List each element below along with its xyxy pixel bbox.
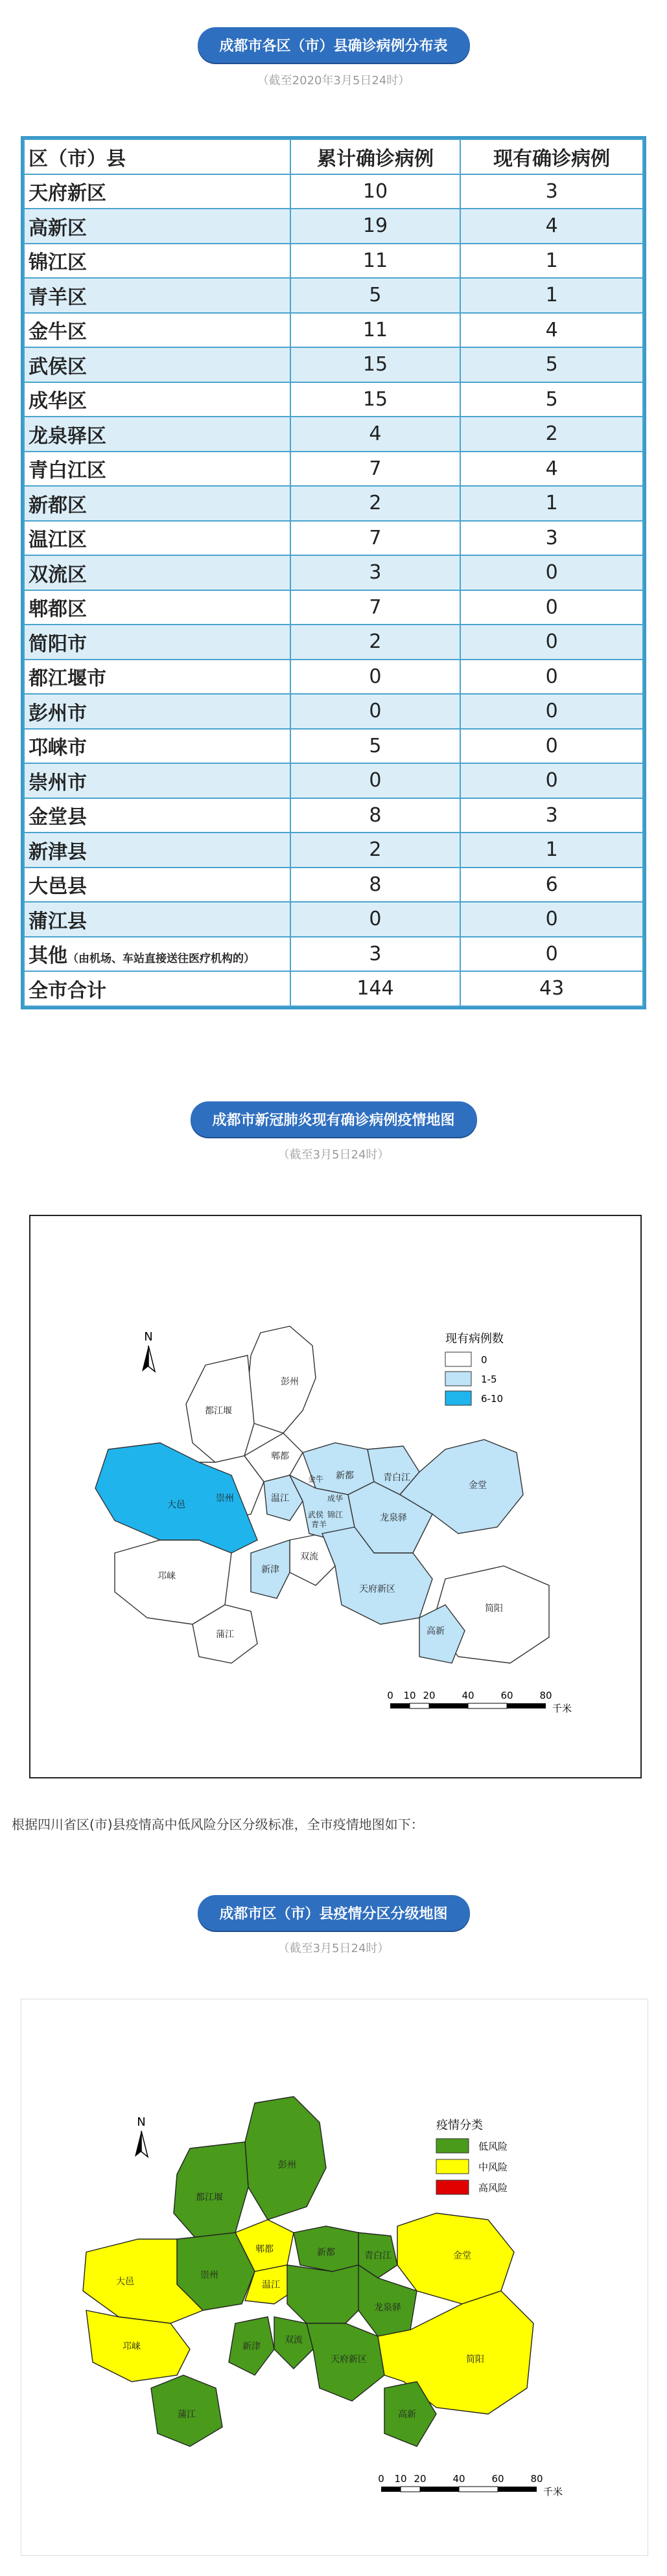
current-cases: 1 xyxy=(460,244,643,279)
section-caption-risk-map: （截至3月5日24时） xyxy=(277,1942,390,1955)
district-name: 蒲江县 xyxy=(24,902,290,937)
table-row xyxy=(24,209,643,244)
current-cases: 0 xyxy=(460,729,643,764)
svg-text:N: N xyxy=(137,2115,146,2129)
current-cases: 3 xyxy=(460,798,643,833)
svg-text:邛崃: 邛崃 xyxy=(158,1571,176,1581)
table-row xyxy=(24,452,643,487)
total-cases: 15 xyxy=(290,382,461,417)
district-name: 都江堰市 xyxy=(24,660,290,695)
svg-text:40: 40 xyxy=(452,2473,465,2485)
svg-text:龙泉驿: 龙泉驿 xyxy=(374,2303,401,2313)
table-row xyxy=(24,763,643,798)
current-cases: 4 xyxy=(460,209,643,244)
table-row xyxy=(24,868,643,903)
district-name: 温江区 xyxy=(24,521,290,556)
svg-text:千米: 千米 xyxy=(543,2486,563,2498)
section-title-table: 成都市各区（市）县确诊病例分布表 xyxy=(197,27,469,63)
table-row xyxy=(24,417,643,452)
svg-text:新津: 新津 xyxy=(242,2341,261,2352)
header-total: 累计确诊病例 xyxy=(290,139,461,174)
table-row-total xyxy=(24,971,643,1006)
current-cases: 1 xyxy=(460,486,643,521)
total-cases: 19 xyxy=(290,209,461,244)
total-cases: 4 xyxy=(290,417,461,452)
section-caption-case-map: （截至3月5日24时） xyxy=(277,1148,390,1162)
district-name-other xyxy=(24,937,290,972)
svg-text:10: 10 xyxy=(394,2473,407,2485)
region-pengzhou xyxy=(245,2097,326,2220)
svg-text:简阳: 简阳 xyxy=(466,2354,484,2365)
table-row xyxy=(24,278,643,313)
table-row xyxy=(24,521,643,556)
svg-text:龙泉驿: 龙泉驿 xyxy=(380,1513,407,1523)
total-cases: 2 xyxy=(290,486,461,521)
table-row xyxy=(24,590,643,625)
svg-text:新都: 新都 xyxy=(336,1471,354,1481)
current-cases-sum: 43 xyxy=(460,971,643,1006)
total-cases: 0 xyxy=(290,902,461,937)
current-cases: 4 xyxy=(460,313,643,348)
total-cases: 2 xyxy=(290,833,461,868)
other-label: 其他 xyxy=(29,945,67,968)
header-district: 区（市）县 xyxy=(24,139,290,174)
svg-text:1-5: 1-5 xyxy=(481,1374,497,1385)
svg-text:成华: 成华 xyxy=(327,1494,344,1503)
total-label: 全市合计 xyxy=(24,971,290,1006)
svg-text:金堂: 金堂 xyxy=(469,1480,487,1491)
total-cases: 3 xyxy=(290,555,461,590)
table-row-other xyxy=(24,937,643,972)
district-name: 青白江区 xyxy=(24,452,290,487)
total-cases: 7 xyxy=(290,452,461,487)
total-cases: 11 xyxy=(290,244,461,279)
svg-text:蒲江: 蒲江 xyxy=(216,1629,234,1640)
svg-text:低风险: 低风险 xyxy=(478,2141,508,2152)
total-cases: 0 xyxy=(290,763,461,798)
table-row xyxy=(24,486,643,521)
svg-text:郫都: 郫都 xyxy=(255,2244,274,2255)
total-cases: 7 xyxy=(290,521,461,556)
current-cases: 3 xyxy=(460,521,643,556)
svg-text:新都: 新都 xyxy=(317,2248,335,2258)
header-current: 现有确诊病例 xyxy=(460,139,643,174)
section-title-case-map: 成都市新冠肺炎现有确诊病例疫情地图 xyxy=(190,1101,476,1137)
district-name: 双流区 xyxy=(24,555,290,590)
case-distribution-table xyxy=(21,136,646,1009)
district-name: 崇州市 xyxy=(24,763,290,798)
svg-text:邛崃: 邛崃 xyxy=(123,2341,141,2352)
current-cases: 0 xyxy=(460,590,643,625)
current-cases: 0 xyxy=(460,555,643,590)
district-name: 邛崃市 xyxy=(24,729,290,764)
svg-text:60: 60 xyxy=(491,2473,504,2485)
map2-scale-bar xyxy=(378,2473,563,2498)
svg-text:大邑: 大邑 xyxy=(116,2277,134,2287)
district-name: 龙泉驿区 xyxy=(24,417,290,452)
svg-text:崇州: 崇州 xyxy=(200,2270,218,2281)
svg-text:都江堰: 都江堰 xyxy=(205,1406,232,1416)
svg-text:温江: 温江 xyxy=(262,2280,280,2290)
current-cases: 0 xyxy=(460,625,643,660)
svg-text:高新: 高新 xyxy=(398,2409,416,2420)
table-row xyxy=(24,798,643,833)
current-cases: 1 xyxy=(460,278,643,313)
north-label: N xyxy=(144,1330,153,1344)
svg-text:温江: 温江 xyxy=(271,1493,289,1504)
svg-text:现有病例数: 现有病例数 xyxy=(445,1332,504,1346)
district-name: 郫都区 xyxy=(24,590,290,625)
svg-text:高风险: 高风险 xyxy=(478,2182,508,2194)
svg-text:高新: 高新 xyxy=(427,1626,445,1637)
table-row xyxy=(24,347,643,382)
svg-text:都江堰: 都江堰 xyxy=(196,2192,223,2203)
svg-text:青羊: 青羊 xyxy=(310,1520,327,1529)
svg-text:0: 0 xyxy=(481,1354,487,1366)
district-name: 天府新区 xyxy=(24,174,290,209)
svg-text:彭州: 彭州 xyxy=(278,2160,296,2170)
svg-text:天府新区: 天府新区 xyxy=(359,1584,395,1594)
map1-scale-bar xyxy=(387,1690,572,1714)
total-cases-sum: 144 xyxy=(290,971,461,1006)
total-cases: 5 xyxy=(290,729,461,764)
svg-text:简阳: 简阳 xyxy=(485,1604,503,1614)
risk-standard-paragraph: 根据四川省区(市)县疫情高中低风险分区分级标准，全市疫情地图如下： xyxy=(12,1817,424,1832)
total-cases: 11 xyxy=(290,313,461,348)
svg-text:60: 60 xyxy=(500,1690,513,1701)
other-note: （由机场、车站直接送往医疗机构的） xyxy=(67,952,255,966)
svg-text:双流: 双流 xyxy=(285,2335,303,2345)
table-row xyxy=(24,694,643,729)
current-cases: 0 xyxy=(460,902,643,937)
svg-text:双流: 双流 xyxy=(300,1552,318,1562)
table-row xyxy=(24,660,643,695)
current-cases: 0 xyxy=(460,763,643,798)
risk-level-map xyxy=(21,1999,648,2556)
north-arrow-icon xyxy=(142,1330,155,1372)
svg-text:10: 10 xyxy=(403,1690,416,1701)
district-name: 青羊区 xyxy=(24,278,290,313)
svg-text:千米: 千米 xyxy=(552,1703,572,1714)
svg-text:青白江: 青白江 xyxy=(383,1473,410,1483)
svg-text:6-10: 6-10 xyxy=(481,1393,504,1405)
north-arrow-icon xyxy=(135,2115,148,2157)
district-name: 成华区 xyxy=(24,382,290,417)
svg-text:20: 20 xyxy=(414,2473,427,2485)
svg-text:天府新区: 天府新区 xyxy=(331,2354,367,2365)
district-name: 新津县 xyxy=(24,833,290,868)
table-row xyxy=(24,833,643,868)
current-case-map xyxy=(29,1215,642,1778)
svg-text:金堂: 金堂 xyxy=(453,2251,471,2261)
svg-text:大邑: 大邑 xyxy=(167,1500,185,1510)
svg-text:20: 20 xyxy=(423,1690,436,1701)
district-name: 武侯区 xyxy=(24,347,290,382)
svg-text:青白江: 青白江 xyxy=(364,2251,392,2261)
table-row xyxy=(24,625,643,660)
table-row xyxy=(24,382,643,417)
current-cases: 0 xyxy=(460,937,643,972)
svg-text:锦江: 锦江 xyxy=(327,1510,344,1519)
svg-text:80: 80 xyxy=(530,2473,543,2485)
svg-text:崇州: 崇州 xyxy=(216,1493,234,1504)
current-cases: 2 xyxy=(460,417,643,452)
table-row xyxy=(24,729,643,764)
svg-text:新津: 新津 xyxy=(261,1565,279,1575)
total-cases: 8 xyxy=(290,798,461,833)
total-cases: 0 xyxy=(290,660,461,695)
svg-text:40: 40 xyxy=(462,1690,474,1701)
current-cases: 5 xyxy=(460,382,643,417)
region-dujiangyan xyxy=(174,2142,248,2239)
map2-legend xyxy=(436,2119,508,2194)
section-title-risk-map: 成都市区（市）县疫情分区分级地图 xyxy=(197,1895,469,1931)
district-name: 简阳市 xyxy=(24,625,290,660)
svg-text:中风险: 中风险 xyxy=(478,2161,508,2173)
district-name: 金牛区 xyxy=(24,313,290,348)
district-name: 锦江区 xyxy=(24,244,290,279)
map1-legend xyxy=(445,1332,504,1405)
district-name: 高新区 xyxy=(24,209,290,244)
district-name: 彭州市 xyxy=(24,694,290,729)
total-cases: 8 xyxy=(290,868,461,903)
current-cases: 3 xyxy=(460,174,643,209)
current-cases: 6 xyxy=(460,868,643,903)
total-cases: 0 xyxy=(290,694,461,729)
section-caption-table: （截至2020年3月5日24时） xyxy=(257,74,410,87)
svg-text:0: 0 xyxy=(378,2473,384,2485)
svg-text:郫都: 郫都 xyxy=(271,1451,289,1462)
svg-text:彭州: 彭州 xyxy=(281,1377,299,1387)
svg-text:蒲江: 蒲江 xyxy=(178,2409,196,2420)
total-cases: 2 xyxy=(290,625,461,660)
svg-text:0: 0 xyxy=(387,1690,393,1701)
table-row xyxy=(24,244,643,279)
current-cases: 5 xyxy=(460,347,643,382)
total-cases: 15 xyxy=(290,347,461,382)
district-name: 大邑县 xyxy=(24,868,290,903)
current-cases: 0 xyxy=(460,660,643,695)
svg-text:武侯: 武侯 xyxy=(307,1510,324,1519)
table-row xyxy=(24,555,643,590)
svg-text:疫情分类: 疫情分类 xyxy=(436,2119,483,2132)
table-row xyxy=(24,174,643,209)
table-row xyxy=(24,313,643,348)
svg-text:80: 80 xyxy=(539,1690,552,1701)
total-cases: 5 xyxy=(290,278,461,313)
total-cases: 10 xyxy=(290,174,461,209)
svg-text:金牛: 金牛 xyxy=(307,1475,324,1484)
district-name: 金堂县 xyxy=(24,798,290,833)
total-cases: 7 xyxy=(290,590,461,625)
table-row xyxy=(24,902,643,937)
district-name: 新都区 xyxy=(24,486,290,521)
current-cases: 0 xyxy=(460,694,643,729)
current-cases: 4 xyxy=(460,452,643,487)
current-cases: 1 xyxy=(460,833,643,868)
total-cases: 3 xyxy=(290,937,461,972)
